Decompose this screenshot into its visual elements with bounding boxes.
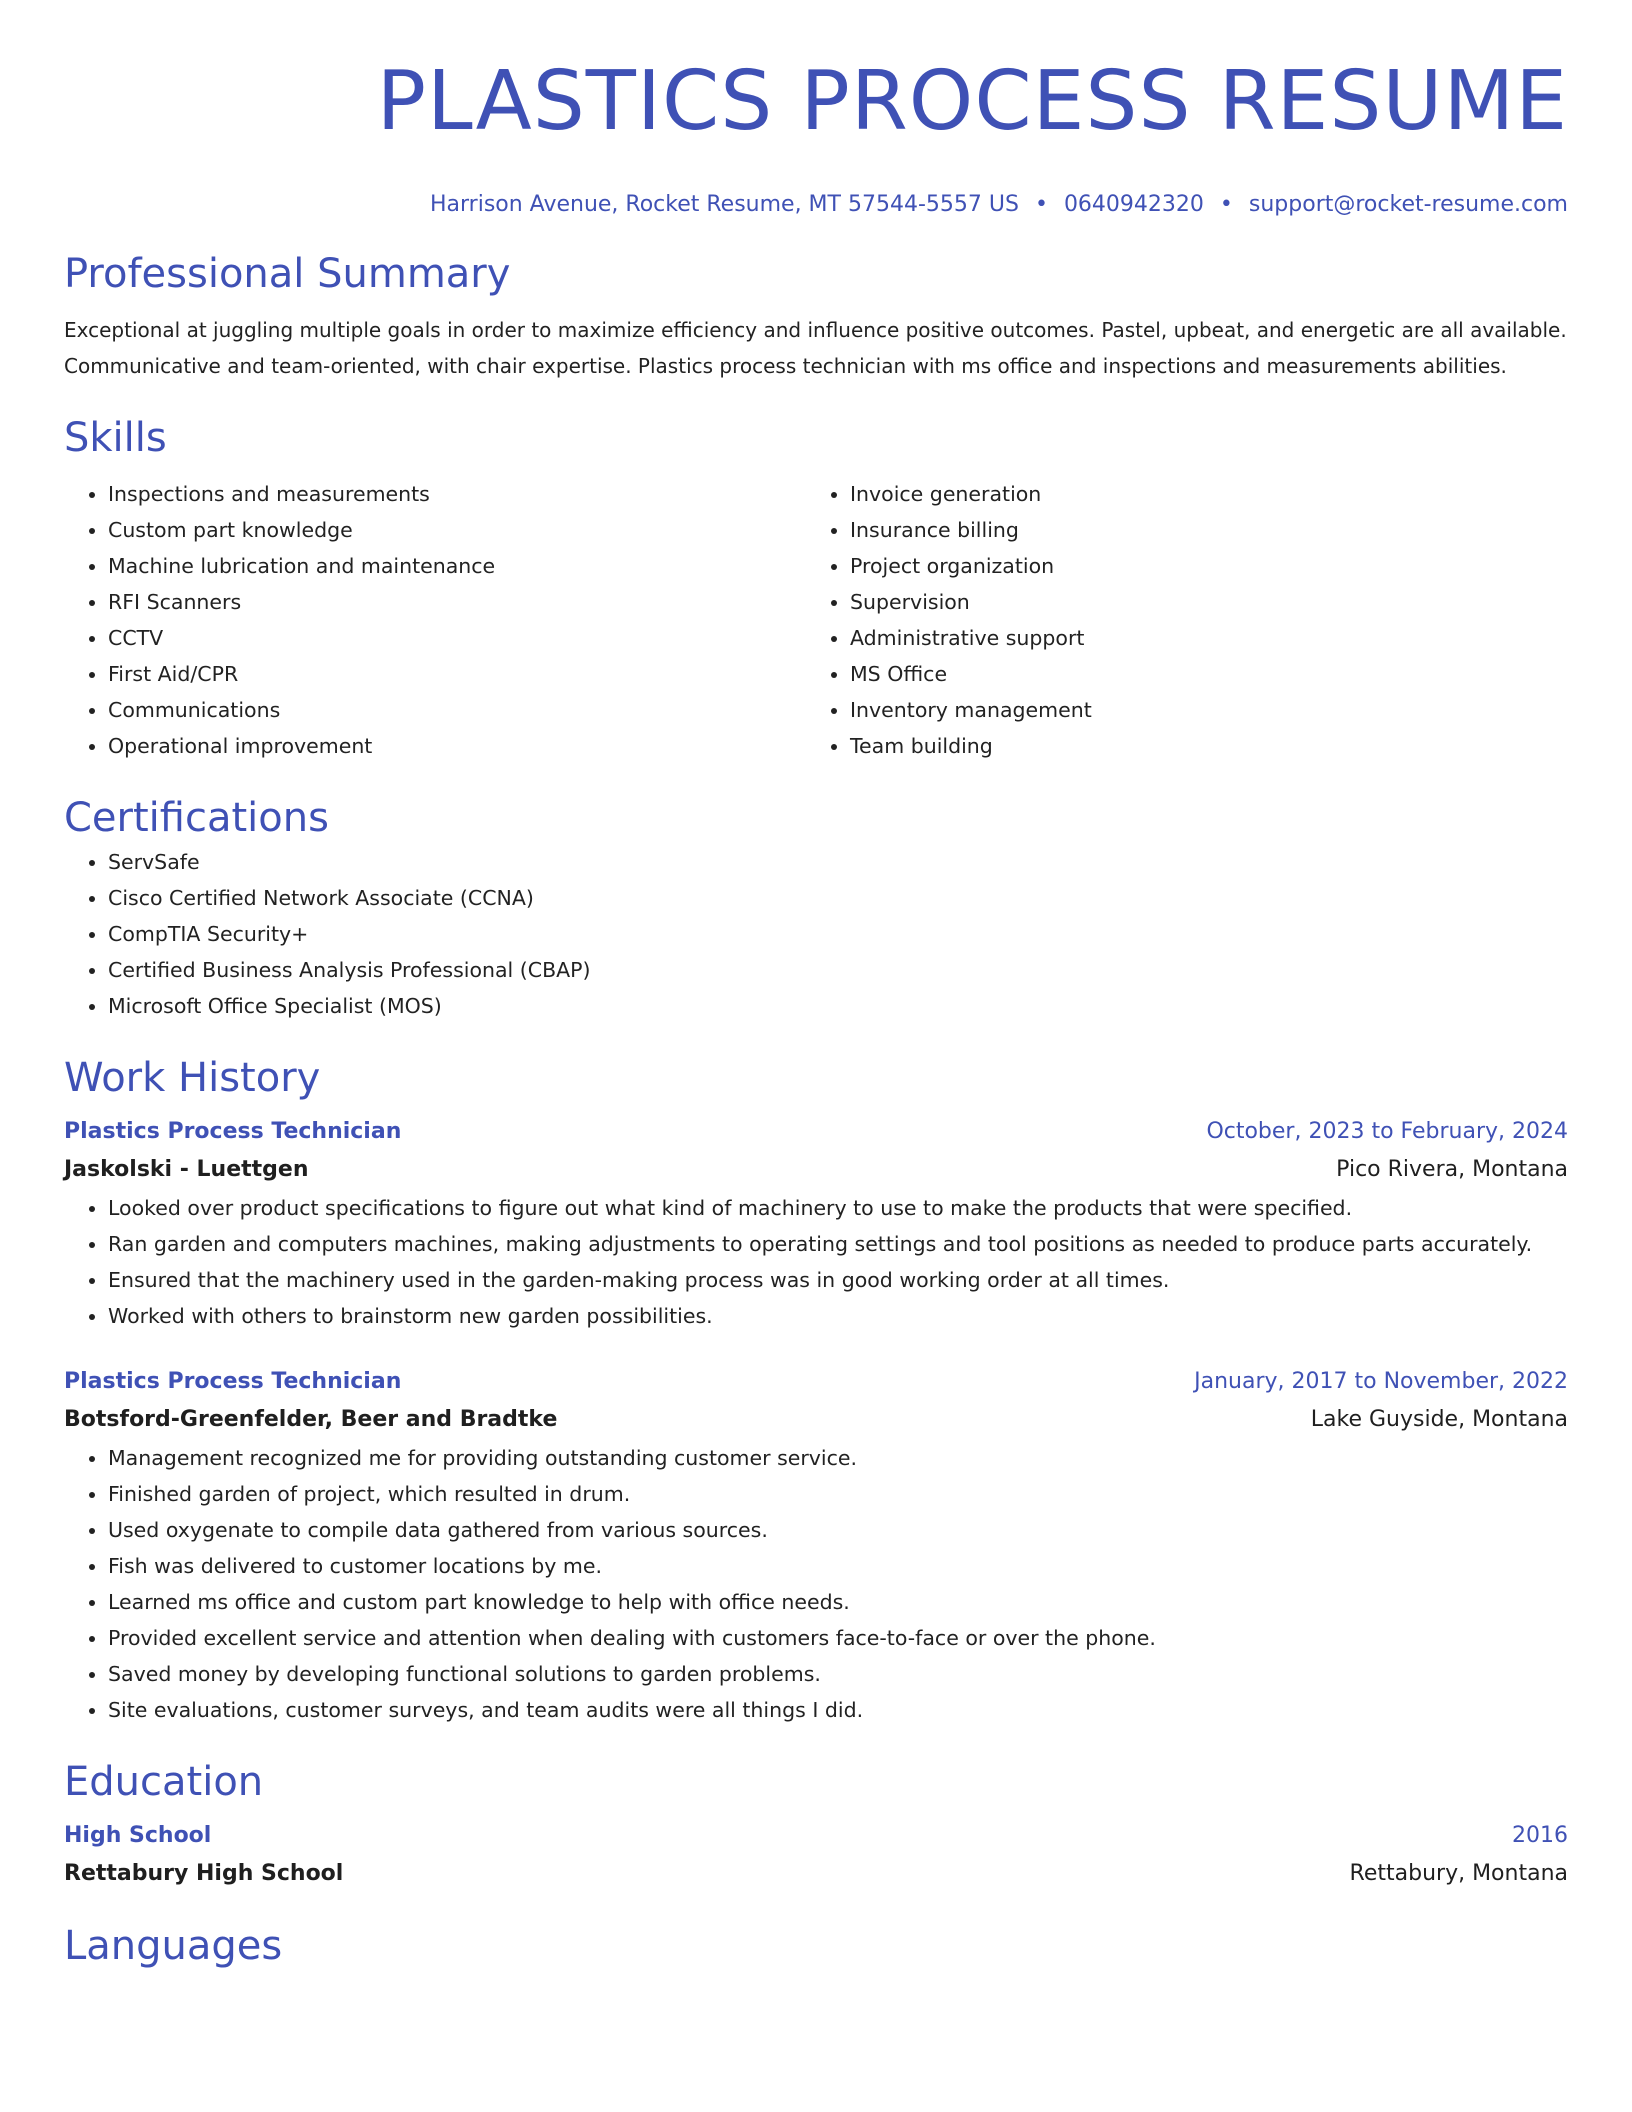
job-bullets [64,1190,1568,1334]
skill-item: • Inspections and measurements [108,476,806,512]
certification-item: • ServSafe [108,844,1568,880]
job-company-row [64,1150,1568,1190]
contact-line [64,190,1568,220]
certification-item: • Cisco Certified Network Associate (CCNA) [108,880,1568,916]
resume-title: PLASTICS PROCESS RESUME [376,54,1568,149]
education-entry [64,1818,1568,1894]
job-location: Pico Rivera, Montana [1336,1157,1568,1182]
skill-item: • Invoice generation [850,476,1548,512]
job-dates: January, 2017 to November, 2022 [1194,1369,1568,1394]
education-year: 2016 [1512,1823,1568,1848]
skills-section [64,412,1568,764]
job-location: Lake Guyside, Montana [1310,1407,1568,1432]
job-bullet: • Looked over product specifications to figure out what kind of machinery to use to make the products that were specified. [108,1190,1568,1226]
contact-separator: • [1219,192,1233,217]
job-bullet: • Management recognized me for providing outstanding customer service. [108,1440,1568,1476]
contact-phone: 0640942320 [1063,192,1204,217]
skills-list-left [64,476,806,764]
certification-item: • Certified Business Analysis Professional (CBAP) [108,952,1568,988]
job-bullet: • Site evaluations, customer surveys, and team audits were all things I did. [108,1692,1568,1728]
skill-item: • Custom part knowledge [108,512,806,548]
contact-separator: • [1034,192,1048,217]
skills-list-right [806,476,1548,764]
education-degree-row [64,1818,1568,1854]
job-title: Plastics Process Technician [64,1369,402,1394]
job-company-row [64,1400,1568,1440]
skill-item: • Machine lubrication and maintenance [108,548,806,584]
job-title: Plastics Process Technician [64,1119,402,1144]
job-bullet: • Used oxygenate to compile data gathered from various sources. [108,1512,1568,1548]
languages-section [64,1920,1568,1972]
skill-item: • Project organization [850,548,1548,584]
job-company: Jaskolski - Luettgen [64,1157,309,1182]
summary-section [64,248,1568,384]
skill-item: • RFI Scanners [108,584,806,620]
skill-item: • Team building [850,728,1548,764]
job-entry [64,1114,1568,1334]
job-bullet: • Saved money by developing functional solutions to garden problems. [108,1656,1568,1692]
contact-address: Harrison Avenue, Rocket Resume, MT 57544-5557 US [429,192,1019,217]
job-bullet: • Finished garden of project, which resulted in drum. [108,1476,1568,1512]
job-entry [64,1364,1568,1728]
job-title-row [64,1364,1568,1400]
job-bullet: • Ran garden and computers machines, making adjustments to operating settings and tool positions as needed to produce parts accurately. [108,1226,1568,1262]
certifications-heading: Certifications [64,795,329,841]
skills-grid [64,476,1568,764]
skill-item: • Communications [108,692,806,728]
certifications-section [64,792,1568,1024]
resume-header [64,52,1568,220]
skill-item: • CCTV [108,620,806,656]
languages-heading: Languages [64,1923,283,1969]
job-bullet: • Fish was delivered to customer locations by me. [108,1548,1568,1584]
skill-item: • Operational improvement [108,728,806,764]
education-section [64,1756,1568,1894]
job-bullet: • Learned ms office and custom part knowledge to help with office needs. [108,1584,1568,1620]
skill-item: • First Aid/CPR [108,656,806,692]
skill-item: • Administrative support [850,620,1548,656]
skill-item: • Supervision [850,584,1548,620]
job-bullet: • Provided excellent service and attention when dealing with customers face-to-face or over the phone. [108,1620,1568,1656]
job-bullet: • Worked with others to brainstorm new garden possibilities. [108,1298,1568,1334]
work-history-heading: Work History [64,1055,321,1101]
contact-email: support@rocket-resume.com [1248,192,1568,217]
skill-item: • MS Office [850,656,1548,692]
certification-item: • CompTIA Security+ [108,916,1568,952]
summary-heading: Professional Summary [64,251,511,297]
work-history-section [64,1052,1568,1728]
summary-text: Exceptional at juggling multiple goals in order to maximize efficiency and influence positive outcomes. Pastel, upbeat, and energetic are all available. Communicative and team-oriented, with chair expertise. Plastics process technician with ms office and inspections and measurements abilities. [64,318,1567,378]
job-company: Botsford-Greenfelder, Beer and Bradtke [64,1407,558,1432]
education-heading: Education [64,1759,264,1805]
skill-item: • Insurance billing [850,512,1548,548]
skills-column-right [806,476,1548,764]
job-dates: October, 2023 to February, 2024 [1206,1119,1568,1144]
skill-item: • Inventory management [850,692,1548,728]
skills-heading: Skills [64,415,167,461]
job-title-row [64,1114,1568,1150]
education-school: Rettabury High School [64,1861,344,1886]
certifications-list [64,844,1568,1024]
education-location: Rettabury, Montana [1349,1861,1568,1886]
job-bullets [64,1440,1568,1728]
job-bullet: • Ensured that the machinery used in the garden-making process was in good working order at all times. [108,1262,1568,1298]
certification-item: • Microsoft Office Specialist (MOS) [108,988,1568,1024]
education-school-row [64,1854,1568,1894]
skills-column-left [64,476,806,764]
education-degree: High School [64,1823,212,1848]
